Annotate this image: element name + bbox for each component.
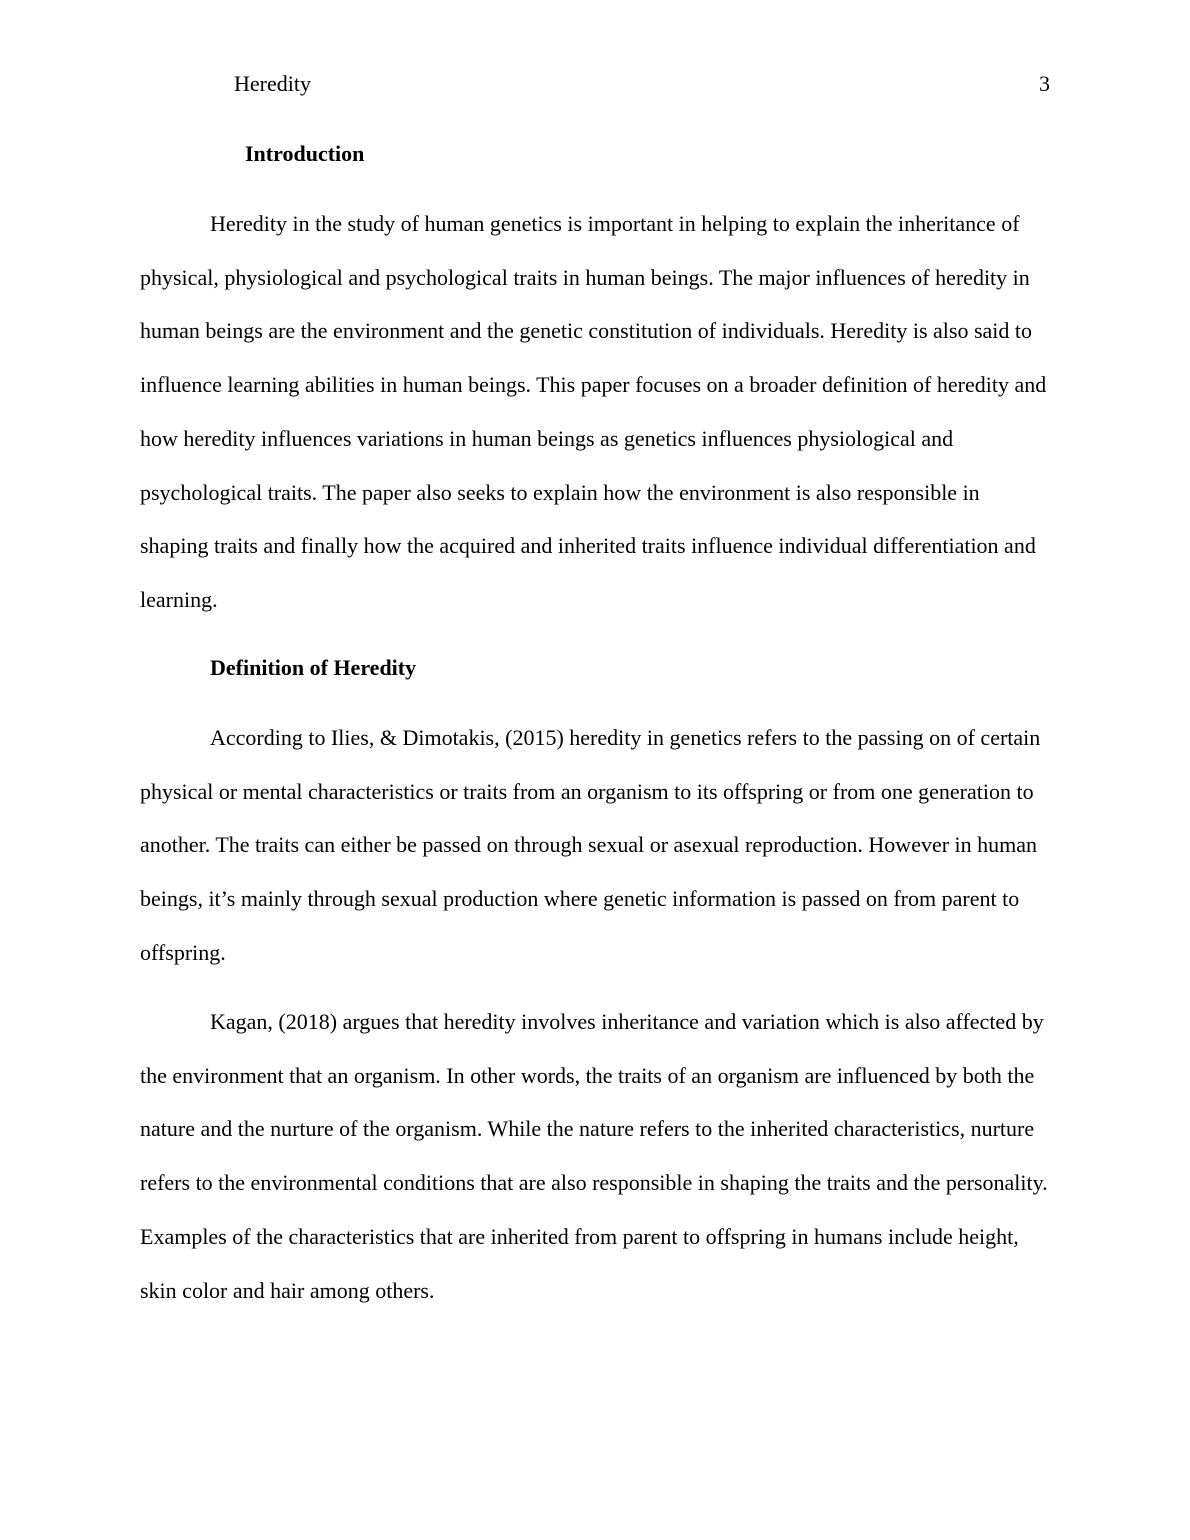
running-head: Heredity xyxy=(234,71,311,96)
definition-paragraph-2: Kagan, (2018) argues that heredity involves inheritance and variation which is also affected by the environment that an organism. In other words, the traits of an organism are influenced by both the nature and the nurture of the organism. While the nature refers to the inherited characteristics, nurture refers to the environmental conditions that are also responsible in shaping the traits and the personality. Examples of the characteristics that are inherited from parent to offspring in humans include height, skin color and hair among others. xyxy=(140,1009,1048,1303)
definition-paragraph-1: According to Ilies, & Dimotakis, (2015) heredity in genetics refers to the passing on of certain physical or mental characteristics or traits from an organism to its offspring or from one generation to another. The traits can either be passed on through sexual or asexual reproduction. However in human beings, it’s mainly through sexual production where genetic information is passed on from parent to offspring. xyxy=(140,725,1041,965)
introduction-heading: Introduction xyxy=(245,141,365,166)
definition-heading: Definition of Heredity xyxy=(210,655,417,680)
page-number: 3 xyxy=(1039,71,1050,96)
introduction-paragraph: Heredity in the study of human genetics is important in helping to explain the inheritance of physical, physiological and psychological traits in human beings. The major influences of heredity in human beings are the environment and the genetic constitution of individuals. Heredity is also said to influence learning abilities in human beings. This paper focuses on a broader definition of heredity and how heredity influences variations in human beings as genetics influences physiological and psychological traits. The paper also seeks to explain how the environment is also responsible in shaping traits and finally how the acquired and inherited traits influence individual differentiation and learning. xyxy=(140,211,1047,612)
